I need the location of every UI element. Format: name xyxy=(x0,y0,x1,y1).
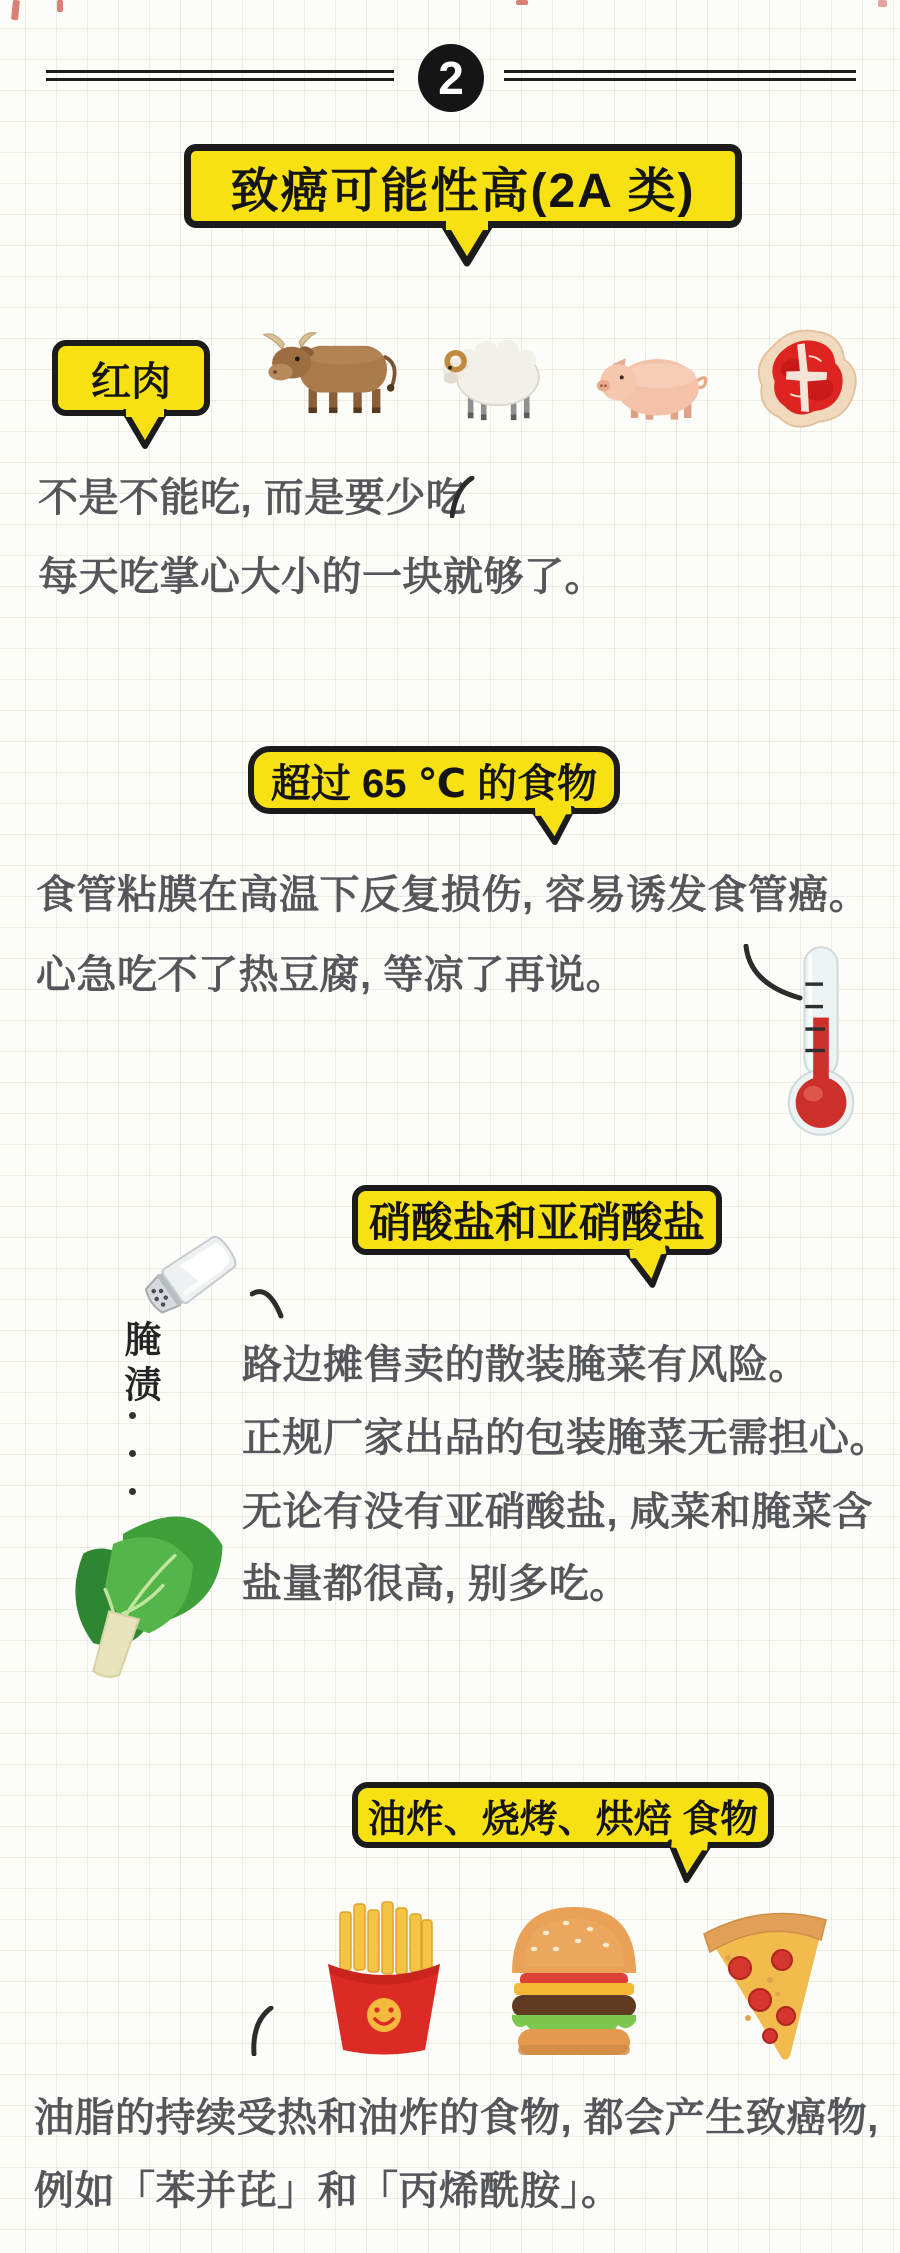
hand-drawn-tick xyxy=(450,476,476,518)
hand-drawn-tick xyxy=(740,944,804,1002)
salt-shaker-icon xyxy=(134,1223,248,1327)
hot-food-line-1: 食管粘膜在高温下反复损伤, 容易诱发食管癌。 xyxy=(36,873,870,917)
fried-bubble xyxy=(352,1782,774,1848)
burger-icon xyxy=(500,1892,648,2062)
hand-drawn-tick xyxy=(250,2006,274,2056)
title-bubble xyxy=(184,144,742,228)
leafy-green-icon xyxy=(52,1494,234,1678)
nitrates-line-3: 无论有没有亚硝酸盐, 咸菜和腌菜含 xyxy=(242,1490,873,1534)
page-title: 致癌可能性高(2A 类) xyxy=(230,164,696,218)
stray-red-mark xyxy=(516,0,528,5)
fried-label: 油炸、烧烤、烘焙 食物 xyxy=(367,1798,759,1841)
hand-drawn-tick xyxy=(250,1284,284,1320)
stray-red-mark xyxy=(57,0,63,12)
red-meat-line-2: 每天吃掌心大小的一块就够了。 xyxy=(38,555,605,599)
nitrates-line-4: 盐量都很高, 别多吃。 xyxy=(242,1562,630,1606)
ellipsis-dot xyxy=(129,1412,136,1419)
red-meat-line-1: 不是不能吃, 而是要少吃 xyxy=(38,476,467,520)
ram-icon xyxy=(436,336,552,422)
divider-line xyxy=(46,70,394,73)
divider-line xyxy=(46,78,394,81)
pig-icon xyxy=(596,344,708,424)
hot-food-bubble-tail xyxy=(529,805,579,847)
hot-food-label: 超过 65 ℃ 的食物 xyxy=(270,761,598,806)
pizza-icon xyxy=(698,1896,830,2068)
nitrates-line-2: 正规厂家出品的包装腌菜无需担心。 xyxy=(242,1416,890,1460)
ellipsis-dot xyxy=(129,1450,136,1457)
fried-line-1: 油脂的持续受热和油炸的食物, 都会产生致癌物, xyxy=(34,2096,879,2140)
stray-red-mark xyxy=(878,0,887,7)
hot-food-bubble xyxy=(248,746,620,814)
red-meat-label: 红肉 xyxy=(91,359,171,404)
red-meat-bubble-tail xyxy=(120,408,170,450)
fried-bubble-tail xyxy=(662,1838,714,1886)
title-bubble-tail xyxy=(438,220,496,268)
pickled-side-label: 腌渍 xyxy=(119,1320,160,1410)
divider-line xyxy=(504,78,856,81)
red-meat-bubble xyxy=(52,340,210,416)
nitrates-line-1: 路边摊售卖的散装腌菜有风险。 xyxy=(242,1343,809,1387)
ox-icon xyxy=(260,328,400,416)
hot-food-line-2: 心急吃不了热豆腐, 等凉了再说。 xyxy=(36,953,627,997)
steak-icon xyxy=(750,324,864,434)
fried-line-2: 例如「苯并芘」和「丙烯酰胺」。 xyxy=(34,2169,622,2213)
section-number-badge xyxy=(418,44,484,112)
nitrates-bubble-tail xyxy=(623,1244,676,1292)
stray-red-mark xyxy=(11,0,20,20)
divider-line xyxy=(504,70,856,73)
fries-icon xyxy=(318,1900,450,2058)
section-number: 2 xyxy=(438,52,464,104)
nitrates-label: 硝酸盐和亚硝酸盐 xyxy=(368,1199,705,1246)
